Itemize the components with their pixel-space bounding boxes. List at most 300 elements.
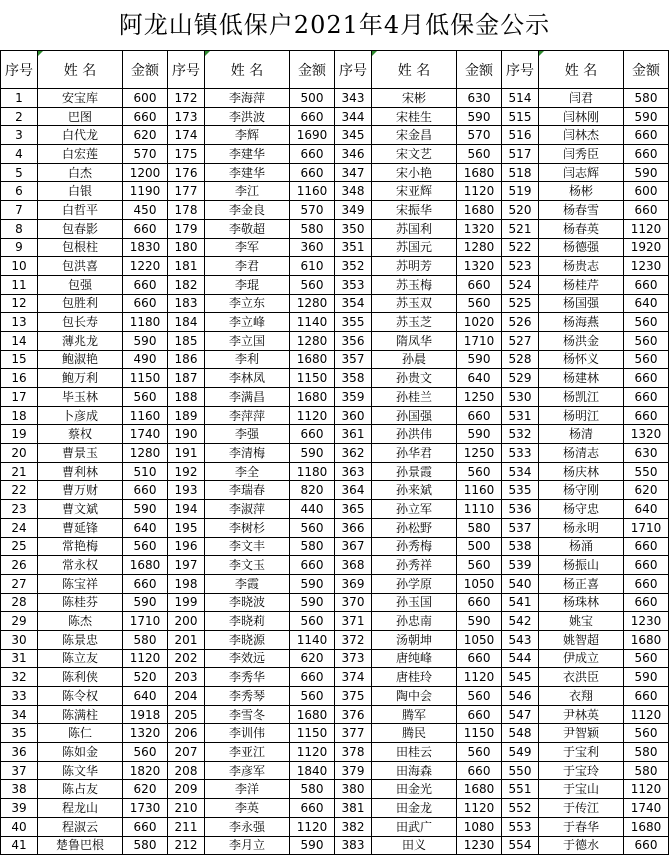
cell-name: 毕玉林 <box>38 388 123 407</box>
table-row <box>1 705 669 724</box>
cell-name: 李文丰 <box>205 537 290 556</box>
cell-amount: 1680 <box>624 630 669 649</box>
cell-amount: 360 <box>290 238 335 257</box>
cell-name: 李江 <box>205 182 290 201</box>
cell-amount: 1680 <box>290 705 335 724</box>
cell-amount: 660 <box>290 107 335 126</box>
cell-name: 杨正喜 <box>539 574 624 593</box>
cell-number: 201 <box>168 630 205 649</box>
cell-number: 540 <box>502 574 539 593</box>
cell-number: 24 <box>1 518 38 537</box>
cell-number: 546 <box>502 687 539 706</box>
cell-name: 陈杰 <box>38 612 123 631</box>
table-row <box>1 687 669 706</box>
cell-amount: 660 <box>123 574 168 593</box>
column-header-number: 序号 <box>335 51 372 89</box>
cell-amount: 590 <box>457 425 502 444</box>
cell-number: 552 <box>502 799 539 818</box>
table-row <box>1 444 669 463</box>
cell-name: 田海森 <box>372 761 457 780</box>
cell-amount: 580 <box>123 836 168 855</box>
cell-number: 544 <box>502 649 539 668</box>
page-title: 阿龙山镇低保户2021年4月低保金公示 <box>118 11 551 39</box>
cell-amount: 560 <box>457 145 502 164</box>
cell-name: 李瑞春 <box>205 481 290 500</box>
cell-number: 521 <box>502 219 539 238</box>
cell-number: 183 <box>168 294 205 313</box>
cell-name: 白哲平 <box>38 201 123 220</box>
cell-name: 苏国元 <box>372 238 457 257</box>
cell-number: 381 <box>335 799 372 818</box>
cell-amount: 1830 <box>123 238 168 257</box>
cell-amount: 660 <box>290 799 335 818</box>
cell-amount: 590 <box>290 574 335 593</box>
cell-name: 陈立友 <box>38 649 123 668</box>
cell-number: 16 <box>1 369 38 388</box>
cell-amount: 1280 <box>457 238 502 257</box>
cell-name: 程淑云 <box>38 817 123 836</box>
table-row <box>1 500 669 519</box>
cell-number: 198 <box>168 574 205 593</box>
cell-name: 衣翔 <box>539 687 624 706</box>
cell-number: 203 <box>168 668 205 687</box>
cell-number: 2 <box>1 107 38 126</box>
cell-amount: 1320 <box>123 724 168 743</box>
cell-amount: 1120 <box>457 668 502 687</box>
cell-amount: 560 <box>123 537 168 556</box>
cell-number: 536 <box>502 500 539 519</box>
cell-amount: 560 <box>624 350 669 369</box>
table-row <box>1 406 669 425</box>
table-row <box>1 107 669 126</box>
cell-number: 19 <box>1 425 38 444</box>
cell-name: 闫君 <box>539 89 624 108</box>
cell-number: 21 <box>1 462 38 481</box>
cell-name: 宋亚辉 <box>372 182 457 201</box>
cell-number: 380 <box>335 780 372 799</box>
cell-number: 543 <box>502 630 539 649</box>
cell-amount: 590 <box>290 836 335 855</box>
column-header-amount: 金额 <box>290 51 335 89</box>
cell-number: 537 <box>502 518 539 537</box>
cell-name: 杨守忠 <box>539 500 624 519</box>
cell-number: 367 <box>335 537 372 556</box>
cell-amount: 660 <box>624 388 669 407</box>
cell-name: 于德水 <box>539 836 624 855</box>
cell-amount: 1180 <box>123 313 168 332</box>
cell-name: 曹文斌 <box>38 500 123 519</box>
cell-name: 杨建林 <box>539 369 624 388</box>
table-row <box>1 126 669 145</box>
cell-amount: 580 <box>290 537 335 556</box>
cell-name: 李洪波 <box>205 107 290 126</box>
cell-amount: 580 <box>624 89 669 108</box>
cell-number: 176 <box>168 163 205 182</box>
table-row <box>1 630 669 649</box>
cell-amount: 660 <box>624 687 669 706</box>
cell-amount: 1710 <box>624 518 669 537</box>
cell-number: 347 <box>335 163 372 182</box>
table-row <box>1 537 669 556</box>
table-row <box>1 462 669 481</box>
cell-amount: 510 <box>123 462 168 481</box>
cell-name: 闫志辉 <box>539 163 624 182</box>
cell-name: 杨永明 <box>539 518 624 537</box>
header-row <box>1 51 669 89</box>
table-row <box>1 612 669 631</box>
cell-number: 11 <box>1 275 38 294</box>
cell-name: 李利 <box>205 350 290 369</box>
table-row <box>1 145 669 164</box>
cell-amount: 640 <box>457 369 502 388</box>
cell-name: 蔡权 <box>38 425 123 444</box>
cell-amount: 590 <box>123 593 168 612</box>
cell-number: 524 <box>502 275 539 294</box>
cell-amount: 640 <box>123 687 168 706</box>
cell-amount: 1120 <box>290 743 335 762</box>
cell-number: 37 <box>1 761 38 780</box>
cell-name: 李晓源 <box>205 630 290 649</box>
cell-number: 212 <box>168 836 205 855</box>
cell-amount: 660 <box>624 201 669 220</box>
table-row <box>1 743 669 762</box>
cell-name: 苏玉芝 <box>372 313 457 332</box>
cell-name: 杨振山 <box>539 556 624 575</box>
cell-number: 194 <box>168 500 205 519</box>
cell-name: 尹智颖 <box>539 724 624 743</box>
cell-amount: 1080 <box>457 817 502 836</box>
cell-amount: 660 <box>123 817 168 836</box>
column-header-name: 姓 名 <box>372 51 457 89</box>
cell-amount: 1150 <box>457 724 502 743</box>
cell-number: 204 <box>168 687 205 706</box>
cell-name: 包胜利 <box>38 294 123 313</box>
cell-amount: 1680 <box>457 163 502 182</box>
cell-name: 闫林刚 <box>539 107 624 126</box>
cell-amount: 570 <box>123 145 168 164</box>
cell-name: 姚宝 <box>539 612 624 631</box>
cell-name: 杨春雪 <box>539 201 624 220</box>
cell-number: 354 <box>335 294 372 313</box>
cell-number: 174 <box>168 126 205 145</box>
cell-name: 孙学原 <box>372 574 457 593</box>
cell-name: 陈景忠 <box>38 630 123 649</box>
cell-number: 27 <box>1 574 38 593</box>
cell-number: 357 <box>335 350 372 369</box>
cell-number: 365 <box>335 500 372 519</box>
cell-name: 李英 <box>205 799 290 818</box>
cell-number: 549 <box>502 743 539 762</box>
cell-amount: 560 <box>290 275 335 294</box>
cell-number: 362 <box>335 444 372 463</box>
cell-number: 378 <box>335 743 372 762</box>
cell-amount: 570 <box>457 126 502 145</box>
cell-amount: 1730 <box>123 799 168 818</box>
cell-amount: 560 <box>457 687 502 706</box>
cell-number: 348 <box>335 182 372 201</box>
cell-name: 孙国强 <box>372 406 457 425</box>
cell-amount: 590 <box>457 612 502 631</box>
table-row <box>1 257 669 276</box>
cell-amount: 1120 <box>624 705 669 724</box>
cell-number: 353 <box>335 275 372 294</box>
cell-number: 368 <box>335 556 372 575</box>
cell-amount: 1230 <box>624 612 669 631</box>
cell-name: 陈仁 <box>38 724 123 743</box>
cell-name: 于传江 <box>539 799 624 818</box>
cell-amount: 610 <box>290 257 335 276</box>
cell-number: 527 <box>502 331 539 350</box>
cell-name: 巴图 <box>38 107 123 126</box>
cell-number: 4 <box>1 145 38 164</box>
cell-name: 李敬超 <box>205 219 290 238</box>
cell-amount: 560 <box>457 743 502 762</box>
cell-number: 547 <box>502 705 539 724</box>
cell-number: 514 <box>502 89 539 108</box>
cell-amount: 1020 <box>457 313 502 332</box>
cell-name: 李辉 <box>205 126 290 145</box>
table-row <box>1 163 669 182</box>
cell-number: 364 <box>335 481 372 500</box>
cell-amount: 620 <box>624 481 669 500</box>
cell-number: 551 <box>502 780 539 799</box>
cell-number: 345 <box>335 126 372 145</box>
cell-number: 177 <box>168 182 205 201</box>
cell-number: 12 <box>1 294 38 313</box>
cell-number: 39 <box>1 799 38 818</box>
cell-name: 田义 <box>372 836 457 855</box>
cell-amount: 560 <box>457 462 502 481</box>
cell-name: 苏玉梅 <box>372 275 457 294</box>
cell-amount: 550 <box>624 462 669 481</box>
cell-name: 孙洪伟 <box>372 425 457 444</box>
cell-amount: 1280 <box>290 331 335 350</box>
cell-number: 207 <box>168 743 205 762</box>
cell-number: 529 <box>502 369 539 388</box>
column-header-name: 姓 名 <box>38 51 123 89</box>
cell-amount: 590 <box>123 331 168 350</box>
cell-name: 孙景霞 <box>372 462 457 481</box>
cell-amount: 590 <box>457 350 502 369</box>
cell-number: 190 <box>168 425 205 444</box>
cell-amount: 1050 <box>457 574 502 593</box>
column-header-name: 姓 名 <box>539 51 624 89</box>
cell-amount: 450 <box>123 201 168 220</box>
cell-number: 38 <box>1 780 38 799</box>
cell-amount: 590 <box>624 163 669 182</box>
cell-amount: 560 <box>624 649 669 668</box>
cell-amount: 640 <box>624 294 669 313</box>
cell-name: 曹利林 <box>38 462 123 481</box>
cell-amount: 660 <box>624 126 669 145</box>
cell-amount: 1690 <box>290 126 335 145</box>
cell-number: 370 <box>335 593 372 612</box>
cell-name: 李霞 <box>205 574 290 593</box>
cell-amount: 1140 <box>290 313 335 332</box>
cell-number: 8 <box>1 219 38 238</box>
cell-amount: 660 <box>624 537 669 556</box>
cell-name: 李立东 <box>205 294 290 313</box>
cell-amount: 660 <box>457 649 502 668</box>
table-row <box>1 724 669 743</box>
cell-number: 554 <box>502 836 539 855</box>
cell-amount: 590 <box>624 668 669 687</box>
cell-name: 李效远 <box>205 649 290 668</box>
cell-name: 陈满柱 <box>38 705 123 724</box>
cell-amount: 1250 <box>457 444 502 463</box>
cell-name: 白银 <box>38 182 123 201</box>
cell-amount: 660 <box>624 836 669 855</box>
cell-amount: 500 <box>457 537 502 556</box>
cell-amount: 560 <box>123 743 168 762</box>
cell-amount: 660 <box>123 219 168 238</box>
cell-amount: 1320 <box>624 425 669 444</box>
table-row <box>1 761 669 780</box>
cell-name: 包强 <box>38 275 123 294</box>
cell-number: 522 <box>502 238 539 257</box>
table-row <box>1 89 669 108</box>
cell-name: 曹延锋 <box>38 518 123 537</box>
cell-number: 349 <box>335 201 372 220</box>
cell-name: 孙玉国 <box>372 593 457 612</box>
cell-name: 杨桂芹 <box>539 275 624 294</box>
cell-number: 538 <box>502 537 539 556</box>
cell-number: 32 <box>1 668 38 687</box>
cell-amount: 1320 <box>457 219 502 238</box>
cell-number: 528 <box>502 350 539 369</box>
cell-number: 211 <box>168 817 205 836</box>
cell-name: 陈令权 <box>38 687 123 706</box>
cell-number: 515 <box>502 107 539 126</box>
cell-amount: 580 <box>457 518 502 537</box>
cell-name: 宋小艳 <box>372 163 457 182</box>
cell-name: 姚智超 <box>539 630 624 649</box>
cell-name: 伊成立 <box>539 649 624 668</box>
cell-number: 10 <box>1 257 38 276</box>
cell-number: 373 <box>335 649 372 668</box>
cell-name: 宋桂生 <box>372 107 457 126</box>
cell-amount: 660 <box>457 705 502 724</box>
cell-amount: 630 <box>457 89 502 108</box>
table-row <box>1 350 669 369</box>
cell-name: 李建华 <box>205 163 290 182</box>
cell-amount: 660 <box>290 425 335 444</box>
cell-number: 533 <box>502 444 539 463</box>
cell-name: 孙秀梅 <box>372 537 457 556</box>
cell-number: 6 <box>1 182 38 201</box>
cell-name: 李强 <box>205 425 290 444</box>
cell-amount: 620 <box>123 126 168 145</box>
cell-name: 腾民 <box>372 724 457 743</box>
cell-amount: 500 <box>290 89 335 108</box>
cell-amount: 660 <box>624 275 669 294</box>
cell-amount: 1840 <box>290 761 335 780</box>
cell-amount: 600 <box>624 182 669 201</box>
cell-number: 550 <box>502 761 539 780</box>
cell-name: 李训伟 <box>205 724 290 743</box>
cell-name: 陈宝祥 <box>38 574 123 593</box>
column-header-amount: 金额 <box>457 51 502 89</box>
cell-number: 33 <box>1 687 38 706</box>
cell-amount: 560 <box>624 724 669 743</box>
cell-name: 田金龙 <box>372 799 457 818</box>
cell-number: 360 <box>335 406 372 425</box>
cell-name: 李琨 <box>205 275 290 294</box>
cell-name: 曹景玉 <box>38 444 123 463</box>
cell-amount: 560 <box>624 313 669 332</box>
cell-name: 白代龙 <box>38 126 123 145</box>
table-row <box>1 574 669 593</box>
cell-amount: 560 <box>123 388 168 407</box>
cell-name: 包长寿 <box>38 313 123 332</box>
cell-number: 15 <box>1 350 38 369</box>
cell-number: 18 <box>1 406 38 425</box>
table-row <box>1 219 669 238</box>
table-row <box>1 388 669 407</box>
cell-name: 李树杉 <box>205 518 290 537</box>
cell-number: 535 <box>502 481 539 500</box>
cell-amount: 660 <box>457 761 502 780</box>
cell-amount: 1120 <box>457 182 502 201</box>
cell-amount: 1150 <box>123 369 168 388</box>
cell-number: 553 <box>502 817 539 836</box>
cell-number: 182 <box>168 275 205 294</box>
column-header-number: 序号 <box>1 51 38 89</box>
cell-name: 闫林杰 <box>539 126 624 145</box>
column-header-amount: 金额 <box>123 51 168 89</box>
cell-name: 常永权 <box>38 556 123 575</box>
cell-name: 李君 <box>205 257 290 276</box>
cell-amount: 660 <box>624 369 669 388</box>
cell-name: 宋文艺 <box>372 145 457 164</box>
cell-amount: 660 <box>290 145 335 164</box>
cell-name: 李晓波 <box>205 593 290 612</box>
cell-amount: 660 <box>123 275 168 294</box>
cell-amount: 1140 <box>290 630 335 649</box>
cell-amount: 580 <box>290 219 335 238</box>
cell-amount: 580 <box>290 780 335 799</box>
cell-amount: 660 <box>123 107 168 126</box>
cell-number: 28 <box>1 593 38 612</box>
cell-number: 525 <box>502 294 539 313</box>
cell-number: 186 <box>168 350 205 369</box>
cell-amount: 1120 <box>624 219 669 238</box>
cell-amount: 1180 <box>290 462 335 481</box>
cell-amount: 590 <box>457 107 502 126</box>
cell-name: 李立峰 <box>205 313 290 332</box>
cell-number: 541 <box>502 593 539 612</box>
cell-amount: 490 <box>123 350 168 369</box>
cell-name: 于宝玲 <box>539 761 624 780</box>
cell-amount: 1680 <box>290 388 335 407</box>
table-row <box>1 668 669 687</box>
cell-amount: 1160 <box>457 481 502 500</box>
cell-number: 9 <box>1 238 38 257</box>
cell-number: 30 <box>1 630 38 649</box>
cell-number: 355 <box>335 313 372 332</box>
cell-number: 526 <box>502 313 539 332</box>
cell-number: 195 <box>168 518 205 537</box>
table-row <box>1 275 669 294</box>
cell-amount: 520 <box>123 668 168 687</box>
cell-name: 包春影 <box>38 219 123 238</box>
cell-name: 杨彬 <box>539 182 624 201</box>
cell-name: 于春华 <box>539 817 624 836</box>
cell-number: 23 <box>1 500 38 519</box>
cell-amount: 1110 <box>457 500 502 519</box>
cell-amount: 660 <box>457 275 502 294</box>
column-header-name: 姓 名 <box>205 51 290 89</box>
